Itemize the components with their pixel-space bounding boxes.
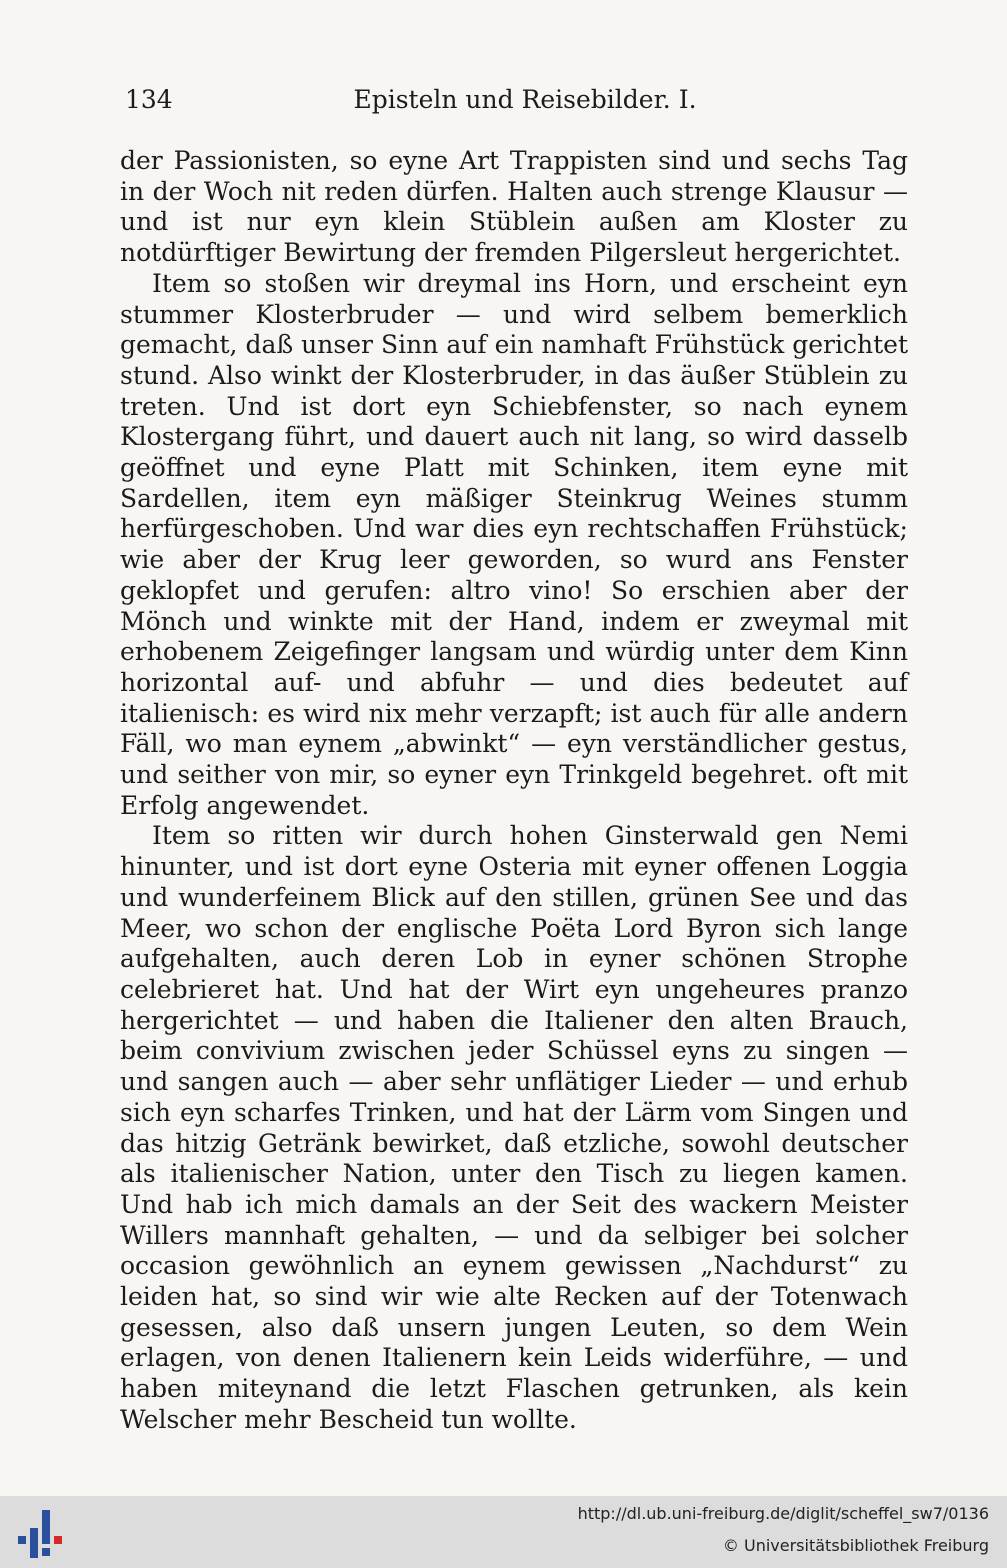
library-logo-icon — [14, 1506, 66, 1558]
paragraph-1: der Passionisten, so eyne Art Trappisten sind und sechs Tag in der Woch nit reden dürfen. Halten auch strenge Klausur — und ist nur eyn klein Stüblein außen am Kloster zu notdürftiger Bewirtung der fremden Pilgersleut hergerichtet. — [120, 146, 908, 268]
paragraph-2: Item so stoßen wir dreymal ins Horn, und erscheint eyn stummer Klosterbruder — und wird selbem bemerklich gemacht, daß unser Sinn auf ein namhaft Frühstück gerichtet stund. Also winkt der Klosterbruder, in das äußer Stüblein zu treten. Und ist dort eyn Schiebfenster, so nach eynem Klostergang führt, und dauert auch nit lang, so wird dasselb geöffnet und eyne Platt mit Schinken, item eyne mit Sardellen, item eyn mäßiger Steinkrug Weines stumm herfürgeschoben. Und war dies eyn rechtschaffen Frühstück; wie aber der Krug leer geworden, so wurd ans Fenster geklopfet und gerufen: altro vino! So erschien aber der Mönch und winkte mit der Hand, indem er zweymal mit erhobenem Zeigefinger langsam und würdig unter dem Kinn horizontal auf- und abfuhr — und dies bedeutet auf italienisch: es wird nix mehr verzapft; ist auch für alle andern Fäll, wo man eynem „abwinkt“ — eyn verständlicher gestus, und seither von mir, so eyner eyn Trinkgeld begehret. oft mit Erfolg angewendet. — [120, 268, 908, 820]
paragraph-3: Item so ritten wir durch hohen Ginsterwald gen Nemi hinunter, und ist dort eyne Osteria mit eyner offenen Loggia und wunderfeinem Blick auf den stillen, grünen See und das Meer, wo schon der englische Poëta Lord Byron sich lange aufgehalten, auch deren Lob in eyner schönen Strophe celebrieret hat. Und hat der Wirt eyn ungeheures pranzo hergerichtet — und haben die Italiener den alten Brauch, beim convivium zwischen jeder Schüssel eyns zu singen — und sangen auch — aber sehr unflätiger Lieder — und erhub sich eyn scharfes Trinken, und hat der Lärm vom Singen und das hitzig Getränk bewirket, daß etzliche, sowohl deutscher als italienischer Nation, unter den Tisch zu liegen kamen. Und hab ich mich damals an der Seit des wackern Meister Willers mannhaft gehalten, — und da selbiger bei solcher occasion gewöhnlich an eynem gewissen „Nachdurst“ zu leiden hat, so sind wir wie alte Recken auf der Totenwach gesessen, also daß unsern jungen Leuten, so dem Wein erlagen, von denen Italienern kein Leids widerführe, — und haben miteynand die letzt Flaschen getrunken, als kein Welscher mehr Bescheid tun wollte. — [120, 821, 908, 1434]
page-number: 134 — [125, 85, 173, 114]
permalink-url[interactable]: http://dl.ub.uni-freiburg.de/diglit/scheffel_sw7/0136 — [577, 1504, 989, 1523]
body-text — [120, 146, 908, 1436]
running-title: Episteln und Reisebilder. I. — [353, 85, 697, 114]
page-header — [125, 80, 905, 120]
viewer-footer — [0, 1496, 1007, 1568]
copyright-notice: © Universitätsbibliothek Freiburg — [722, 1536, 989, 1555]
